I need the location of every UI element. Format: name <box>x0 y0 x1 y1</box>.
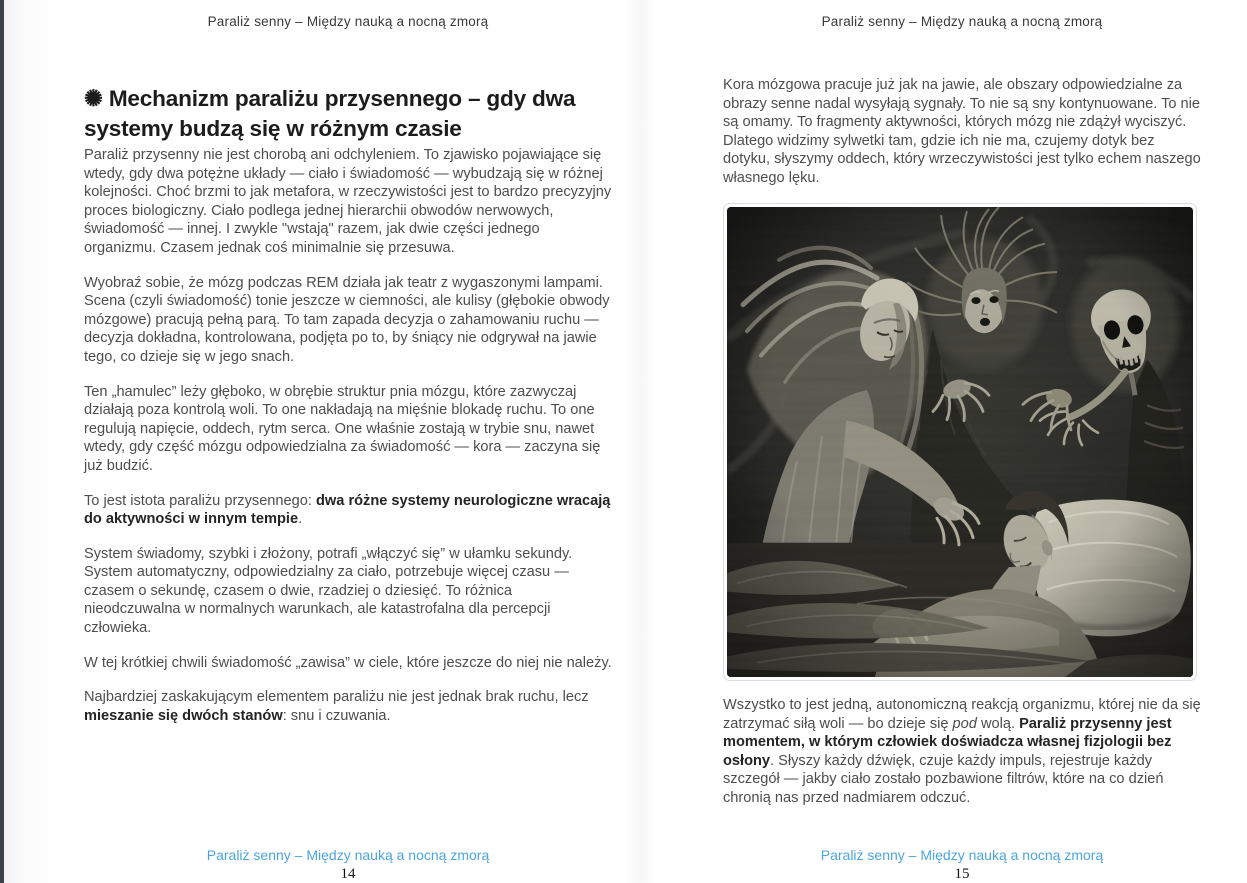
running-header: Paraliż senny – Między nauką a nocną zmorą <box>207 14 489 29</box>
page-number: 15 <box>954 866 970 882</box>
text-segment: Kora mózgowa pracuje już jak na jawie, ale obszary odpowiedzialne za obrazy senne nadal wysyłają sygnały. To nie są sny kontynuowane. To nie są omamy. To fragmenty aktywności, których mózg nie zdążył wyciszyć. Dlatego widzimy sylwetki tam, gdzie ich nie ma, czujemy dotyk bez dotyku, słyszymy oddech, który wrzeczywistości jest tylko echem naszego własnego lęku. <box>723 77 1201 186</box>
text-segment: System świadomy, szybki i złożony, potrafi „włączyć się” w ułamku sekundy. System automatyczny, odpowiedzialny za ciało, potrzebuje więcej czasu — czasem o sekundę, czasem o dwie, rzadziej o dziesięć. To różnica nieodczuwalna w normalnych warunkach, ale katastrofalna dla percepcji człowieka. <box>84 545 573 637</box>
page-body-text <box>723 76 1201 204</box>
paragraph <box>84 383 612 476</box>
text-segment: . Słyszy każdy dźwięk, czuje każdy impuls, rejestruje każdy szczegół — jakby ciało zostało pozbawione filtrów, które na co dzień chronią nas przed nadmiarem odczuć. <box>723 752 1164 806</box>
text-segment: . <box>298 511 303 528</box>
paragraph <box>84 688 612 725</box>
paragraph <box>84 492 612 529</box>
text-segment: dwa różne systemy neurologiczne wracają do aktywności w innym tempie <box>84 492 611 528</box>
text-segment: Wyobraź sobie, że mózg podczas REM działa jak teatr z wygaszonymi lampami. Scena (czyli świadomość) tonie jeszcze w ciemności, ale kulisy (głębokie obwody mózgowe) pracują pełną parą. To tam zapada decyzja o zahamowaniu ruchu — decyzja dokładna, kontrolowana, podjęta po to, by śniący nie odgrywał na jawie tego, co dzieje się w jego snach. <box>84 274 610 365</box>
sleep-paralysis-illustration <box>723 203 1197 681</box>
text-segment: Paraliż przysenny jest momentem, w którym człowiek doświadcza własnej fizjologii bez osłony <box>723 715 1172 769</box>
text-segment: Najbardziej zaskakującym elementem paraliżu nie jest jednak brak ruchu, lecz <box>84 689 589 706</box>
footer-title-link[interactable]: Paraliż senny – Między nauką a nocną zmorą <box>820 847 1104 863</box>
page-body-text <box>84 146 612 741</box>
page-body-text <box>723 696 1201 824</box>
text-segment: Ten „hamulec” leży głęboko, w obrębie struktur pnia mózgu, które zazwyczaj działają poza kontrolą woli. To one nakładają na mięśnie blokadę ruchu. To one regulują napięcie, oddech, rytm serca. One właśnie zostają w trybie snu, nawet wtedy, gdy część mózgu odpowiedzialna za świadomość — kora — zaczyna się już budzić. <box>84 383 601 474</box>
chapter-heading-text: Mechanizm paraliżu przysennego – gdy dwa systemy budzą się w różnym czasie <box>84 86 576 141</box>
sunburst-icon: ✺ <box>84 86 103 111</box>
text-segment: pod <box>952 715 977 732</box>
page-number: 14 <box>340 866 356 882</box>
page-left <box>4 0 640 883</box>
chapter-heading <box>84 84 582 144</box>
text-segment: : snu i czuwania. <box>282 707 391 724</box>
paragraph <box>84 654 612 673</box>
text-segment: W tej krótkiej chwili świadomość „zawisa” w ciele, które jeszcze do niej nie należy. <box>84 654 612 671</box>
running-header: Paraliż senny – Między nauką a nocną zmorą <box>821 14 1103 29</box>
paragraph <box>84 274 612 367</box>
paragraph <box>84 146 612 258</box>
footer-title-link[interactable]: Paraliż senny – Między nauką a nocną zmorą <box>206 847 490 863</box>
paragraph <box>723 76 1201 188</box>
paragraph <box>84 545 612 638</box>
text-segment: wolą. <box>976 715 1020 732</box>
page-right <box>640 0 1247 883</box>
paragraph <box>723 696 1201 808</box>
sleep-paralysis-etching-art <box>727 207 1193 677</box>
text-segment: mieszanie się dwóch stanów <box>84 707 283 724</box>
text-segment: Wszystko to jest jedną, autonomiczną reakcją organizmu, której nie da się zatrzymać siłą woli — bo dzieje się <box>723 697 1201 732</box>
text-segment: To jest istota paraliżu przysennego: <box>84 492 317 509</box>
text-segment: Paraliż przysenny nie jest chorobą ani odchyleniem. To zjawisko pojawiające się wtedy, gdy dwa potężne układy — ciało i świadomość — wybudzają się w różnej kolejności. Choć brzmi to jak metafora, w rzeczywistości jest to bardzo precyzyjny proces biologiczny. Ciało podlega jednej hierarchii obwodów nerwowych, świadomość — innej. I zwykle "wstają" razem, jak dwie części jednego organizmu. Czasem jednak coś minimalnie się przesuwa. <box>84 147 612 256</box>
